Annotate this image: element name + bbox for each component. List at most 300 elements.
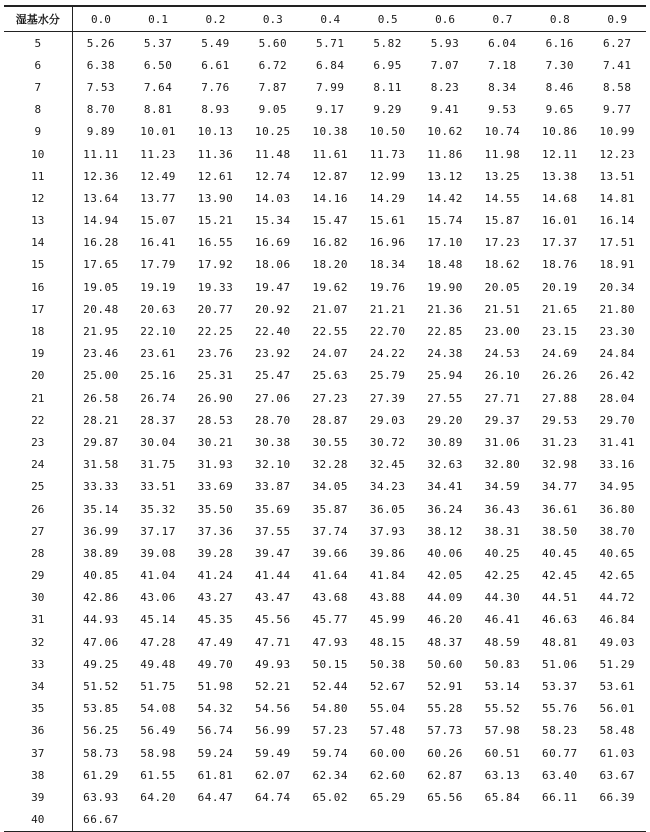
table-cell: 12.11 xyxy=(542,147,578,161)
table-cell: 56.49 xyxy=(140,724,176,738)
table-cell: 6.27 xyxy=(603,36,632,50)
table-cell: 41.64 xyxy=(312,569,349,583)
table-cell: 39.86 xyxy=(369,546,406,560)
table-cell: 61.29 xyxy=(83,768,119,782)
table-cell: 35.87 xyxy=(312,502,349,516)
table-cell: 5.93 xyxy=(430,36,460,50)
table-cell: 66.39 xyxy=(599,790,636,804)
table-cell: 52.44 xyxy=(312,680,349,694)
table-cell: 30.55 xyxy=(312,435,349,449)
row-label: 27 xyxy=(4,520,72,542)
row-label: 28 xyxy=(4,542,72,564)
table-cell: 18.34 xyxy=(369,258,406,272)
table-cell: 17.79 xyxy=(140,258,176,272)
table-cell: 13.25 xyxy=(484,169,521,183)
table-cell: 23.15 xyxy=(542,325,578,339)
table-cell: 56.74 xyxy=(197,724,234,738)
table-cell: 7.99 xyxy=(316,80,345,94)
table-cell: 62.07 xyxy=(255,768,291,782)
table-cell: 46.41 xyxy=(484,613,521,627)
column-header: 0.2 xyxy=(187,6,244,32)
table-cell: 43.06 xyxy=(140,591,176,605)
table-row xyxy=(4,99,646,121)
row-label: 39 xyxy=(4,786,72,808)
table-cell: 38.89 xyxy=(83,546,119,560)
table-cell: 48.15 xyxy=(369,635,406,649)
table-row xyxy=(4,542,646,564)
table-cell: 54.08 xyxy=(140,702,176,716)
table-cell: 55.28 xyxy=(427,702,463,716)
table-cell: 53.61 xyxy=(599,680,636,694)
table-cell: 34.05 xyxy=(312,480,349,494)
row-label: 12 xyxy=(4,187,72,209)
table-cell: 9.41 xyxy=(430,103,460,117)
table-cell: 20.05 xyxy=(484,280,521,294)
table-cell: 50.15 xyxy=(312,657,349,671)
row-label: 37 xyxy=(4,742,72,764)
table-row xyxy=(4,631,646,653)
table-cell: 13.90 xyxy=(197,191,234,205)
table-cell: 19.90 xyxy=(427,280,463,294)
table-row xyxy=(4,454,646,476)
table-row xyxy=(4,565,646,587)
table-cell: 46.63 xyxy=(542,613,578,627)
row-label: 7 xyxy=(4,76,72,98)
table-cell: 25.31 xyxy=(197,369,234,383)
table-cell: 11.86 xyxy=(427,147,463,161)
table-cell: 8.46 xyxy=(545,80,575,94)
table-cell: 11.73 xyxy=(369,147,406,161)
table-cell: 47.71 xyxy=(255,635,291,649)
table-cell: 56.25 xyxy=(83,724,119,738)
table-cell: 28.04 xyxy=(599,391,636,405)
table-cell: 20.77 xyxy=(197,302,234,316)
table-cell: 63.40 xyxy=(542,768,578,782)
table-cell: 34.23 xyxy=(369,480,406,494)
table-cell: 42.05 xyxy=(427,569,463,583)
table-row xyxy=(4,76,646,98)
table-cell: 35.14 xyxy=(83,502,119,516)
table-cell: 21.51 xyxy=(484,302,521,316)
table-cell: 44.93 xyxy=(83,613,119,627)
table-cell: 10.86 xyxy=(542,125,578,139)
table-cell: 11.48 xyxy=(255,147,291,161)
row-label: 9 xyxy=(4,121,72,143)
table-cell: 34.95 xyxy=(599,480,636,494)
table-row xyxy=(4,276,646,298)
table-cell: 35.69 xyxy=(255,502,291,516)
table-cell: 36.43 xyxy=(484,502,521,516)
table-row xyxy=(4,498,646,520)
table-cell: 25.79 xyxy=(369,369,406,383)
table-cell: 30.21 xyxy=(197,435,234,449)
table-cell: 8.34 xyxy=(488,80,517,94)
table-cell: 62.60 xyxy=(369,768,406,782)
table-cell: 6.72 xyxy=(258,58,288,72)
table-cell: 36.05 xyxy=(369,502,406,516)
table-cell: 42.86 xyxy=(83,591,119,605)
table-cell: 19.76 xyxy=(369,280,406,294)
table-cell: 8.11 xyxy=(373,80,402,94)
table-cell: 30.89 xyxy=(427,435,463,449)
table-cell: 42.45 xyxy=(542,569,578,583)
table-cell: 45.56 xyxy=(255,613,291,627)
table-cell: 53.85 xyxy=(83,702,119,716)
table-cell: 40.85 xyxy=(83,569,119,583)
table-cell: 17.65 xyxy=(83,258,119,272)
table-cell: 10.01 xyxy=(140,125,176,139)
table-cell: 12.99 xyxy=(369,169,406,183)
table-cell: 30.38 xyxy=(255,435,291,449)
row-label: 21 xyxy=(4,387,72,409)
table-cell: 31.06 xyxy=(484,435,521,449)
table-cell: 9.53 xyxy=(488,103,517,117)
table-cell: 6.95 xyxy=(373,58,402,72)
table-cell: 47.49 xyxy=(197,635,234,649)
table-cell: 48.59 xyxy=(484,635,521,649)
table-cell: 12.49 xyxy=(140,169,176,183)
table-cell: 12.74 xyxy=(255,169,291,183)
table-cell: 60.77 xyxy=(542,746,578,760)
table-cell: 45.35 xyxy=(197,613,234,627)
table-cell: 43.68 xyxy=(312,591,349,605)
table-cell: 19.33 xyxy=(197,280,234,294)
table-cell: 5.60 xyxy=(258,36,288,50)
table-cell: 36.80 xyxy=(599,502,636,516)
table-cell: 24.84 xyxy=(599,347,636,361)
table-row xyxy=(4,431,646,453)
table-cell: 23.61 xyxy=(140,347,176,361)
row-label: 34 xyxy=(4,675,72,697)
table-cell: 55.04 xyxy=(369,702,406,716)
table-cell: 38.70 xyxy=(599,524,636,538)
table-cell: 51.52 xyxy=(83,680,119,694)
table-cell: 24.38 xyxy=(427,347,463,361)
table-cell: 49.25 xyxy=(83,657,119,671)
table-cell: 11.23 xyxy=(140,147,176,161)
table-cell: 54.56 xyxy=(255,702,291,716)
row-label: 17 xyxy=(4,298,72,320)
table-cell: 8.23 xyxy=(430,80,460,94)
table-cell: 7.07 xyxy=(430,58,460,72)
table-cell: 11.11 xyxy=(83,147,119,161)
row-label: 38 xyxy=(4,764,72,786)
table-cell: 60.51 xyxy=(484,746,521,760)
table-cell: 33.33 xyxy=(83,480,119,494)
table-cell: 33.51 xyxy=(140,480,176,494)
table-cell: 39.66 xyxy=(312,546,349,560)
table-cell: 5.26 xyxy=(86,36,116,50)
table-row xyxy=(4,121,646,143)
table-cell: 15.74 xyxy=(427,214,463,228)
table-cell: 30.04 xyxy=(140,435,176,449)
table-cell: 26.58 xyxy=(83,391,119,405)
table-cell: 17.51 xyxy=(599,236,636,250)
table-cell: 16.28 xyxy=(83,236,119,250)
table-cell: 15.34 xyxy=(255,214,291,228)
table-cell: 10.99 xyxy=(599,125,636,139)
row-label: 18 xyxy=(4,320,72,342)
table-cell: 29.03 xyxy=(369,413,406,427)
table-row xyxy=(4,698,646,720)
table-cell: 25.16 xyxy=(140,369,176,383)
table-row xyxy=(4,476,646,498)
table-cell: 21.07 xyxy=(312,302,349,316)
table-row xyxy=(4,587,646,609)
table-cell: 25.47 xyxy=(255,369,291,383)
table-cell: 28.53 xyxy=(197,413,234,427)
table-cell: 37.93 xyxy=(369,524,406,538)
row-label: 36 xyxy=(4,720,72,742)
table-cell: 54.32 xyxy=(197,702,234,716)
table-cell: 27.06 xyxy=(255,391,291,405)
table-cell: 36.24 xyxy=(427,502,463,516)
row-label: 11 xyxy=(4,165,72,187)
row-label: 19 xyxy=(4,343,72,365)
table-cell: 12.87 xyxy=(312,169,349,183)
row-label: 13 xyxy=(4,210,72,232)
table-cell: 57.98 xyxy=(484,724,521,738)
table-cell: 13.38 xyxy=(542,169,578,183)
table-cell: 42.25 xyxy=(484,569,521,583)
table-cell: 44.51 xyxy=(542,591,578,605)
table-cell: 10.13 xyxy=(197,125,234,139)
table-row xyxy=(4,387,646,409)
table-cell: 44.72 xyxy=(599,591,636,605)
table-cell: 50.38 xyxy=(369,657,406,671)
row-label: 29 xyxy=(4,565,72,587)
table-cell: 53.14 xyxy=(484,680,521,694)
table-cell: 65.02 xyxy=(312,790,349,804)
table-cell: 43.47 xyxy=(255,591,291,605)
table-cell: 25.94 xyxy=(427,369,463,383)
table-cell: 52.21 xyxy=(255,680,291,694)
table-cell: 18.48 xyxy=(427,258,463,272)
table-cell: 5.82 xyxy=(373,36,402,50)
table-cell: 24.07 xyxy=(312,347,349,361)
table-cell: 45.99 xyxy=(369,613,406,627)
table-row xyxy=(4,54,646,76)
table-cell: 23.30 xyxy=(599,325,636,339)
table-cell: 63.13 xyxy=(484,768,521,782)
table-cell: 59.24 xyxy=(197,746,234,760)
table-cell: 64.74 xyxy=(255,790,291,804)
table-cell: 6.16 xyxy=(545,36,575,50)
table-cell: 27.88 xyxy=(542,391,578,405)
table-cell: 18.76 xyxy=(542,258,578,272)
table-cell: 27.39 xyxy=(369,391,406,405)
table-cell: 40.25 xyxy=(484,546,521,560)
table-cell: 65.56 xyxy=(427,790,463,804)
table-cell: 26.26 xyxy=(542,369,578,383)
table-cell: 31.23 xyxy=(542,435,578,449)
table-cell: 45.14 xyxy=(140,613,176,627)
table-cell: 36.99 xyxy=(83,524,119,538)
table-cell: 57.48 xyxy=(369,724,406,738)
table-cell: 29.53 xyxy=(542,413,578,427)
table-cell: 13.51 xyxy=(599,169,636,183)
column-header: 0.4 xyxy=(302,6,359,32)
table-cell: 37.36 xyxy=(197,524,234,538)
table-cell: 24.22 xyxy=(369,347,406,361)
table-cell: 14.29 xyxy=(369,191,406,205)
table-cell xyxy=(416,809,473,832)
table-cell: 7.76 xyxy=(201,80,230,94)
table-cell: 22.40 xyxy=(255,325,291,339)
table-cell: 58.98 xyxy=(140,746,176,760)
column-header: 0.0 xyxy=(72,6,129,32)
table-cell: 21.36 xyxy=(427,302,463,316)
table-cell: 39.47 xyxy=(255,546,291,560)
table-cell: 43.88 xyxy=(369,591,406,605)
table-cell: 27.55 xyxy=(427,391,463,405)
table-cell: 38.12 xyxy=(427,524,463,538)
table-cell: 10.50 xyxy=(369,125,406,139)
table-header-row xyxy=(4,6,646,32)
row-label: 33 xyxy=(4,653,72,675)
table-row xyxy=(4,320,646,342)
table-cell: 41.84 xyxy=(369,569,406,583)
table-cell: 62.87 xyxy=(427,768,463,782)
table-cell: 14.55 xyxy=(484,191,521,205)
table-cell: 15.21 xyxy=(197,214,234,228)
row-label: 5 xyxy=(4,32,72,55)
table-cell: 40.45 xyxy=(542,546,578,560)
table-row xyxy=(4,165,646,187)
moisture-table-page xyxy=(4,5,646,832)
table-cell: 63.67 xyxy=(599,768,636,782)
table-cell: 31.75 xyxy=(140,458,176,472)
table-cell: 57.73 xyxy=(427,724,463,738)
table-row xyxy=(4,343,646,365)
table-row xyxy=(4,298,646,320)
table-cell: 23.92 xyxy=(255,347,291,361)
table-cell: 17.92 xyxy=(197,258,234,272)
table-cell: 58.48 xyxy=(599,724,636,738)
table-cell: 22.85 xyxy=(427,325,463,339)
table-cell: 49.03 xyxy=(599,635,636,649)
table-cell: 23.46 xyxy=(83,347,119,361)
table-row xyxy=(4,809,646,832)
table-cell: 20.34 xyxy=(599,280,636,294)
table-cell: 18.62 xyxy=(484,258,521,272)
table-cell: 64.47 xyxy=(197,790,234,804)
table-cell: 10.25 xyxy=(255,125,291,139)
table-cell: 53.37 xyxy=(542,680,578,694)
table-cell: 44.30 xyxy=(484,591,521,605)
table-cell: 39.28 xyxy=(197,546,234,560)
row-label: 6 xyxy=(4,54,72,76)
table-cell xyxy=(589,809,646,832)
table-cell: 60.26 xyxy=(427,746,463,760)
table-cell: 33.16 xyxy=(599,458,636,472)
table-cell: 59.74 xyxy=(312,746,349,760)
table-cell: 66.11 xyxy=(542,790,578,804)
table-cell: 7.64 xyxy=(143,80,173,94)
table-cell: 8.81 xyxy=(143,103,173,117)
table-cell: 34.41 xyxy=(427,480,463,494)
row-label: 14 xyxy=(4,232,72,254)
table-cell: 29.70 xyxy=(599,413,636,427)
table-cell: 5.49 xyxy=(201,36,230,50)
table-cell: 52.67 xyxy=(369,680,406,694)
column-header: 0.9 xyxy=(589,6,646,32)
table-cell: 44.09 xyxy=(427,591,463,605)
table-cell xyxy=(244,809,301,832)
table-cell: 35.50 xyxy=(197,502,234,516)
table-cell: 17.10 xyxy=(427,236,463,250)
table-cell: 14.03 xyxy=(255,191,291,205)
table-cell xyxy=(359,809,416,832)
table-cell: 13.64 xyxy=(83,191,119,205)
table-row xyxy=(4,210,646,232)
table-cell: 32.28 xyxy=(312,458,349,472)
table-cell: 23.76 xyxy=(197,347,234,361)
table-cell: 18.06 xyxy=(255,258,291,272)
table-cell: 41.24 xyxy=(197,569,234,583)
table-cell: 19.19 xyxy=(140,280,176,294)
table-cell: 7.30 xyxy=(545,58,575,72)
table-cell: 58.73 xyxy=(83,746,119,760)
table-cell: 65.29 xyxy=(369,790,406,804)
table-row xyxy=(4,254,646,276)
corner-header: 湿基水分 xyxy=(4,6,72,32)
table-cell: 56.01 xyxy=(599,702,636,716)
table-cell: 35.32 xyxy=(140,502,176,516)
table-cell: 51.75 xyxy=(140,680,176,694)
table-cell: 17.23 xyxy=(484,236,521,250)
table-cell: 6.84 xyxy=(316,58,345,72)
table-cell: 33.87 xyxy=(255,480,291,494)
table-cell: 16.01 xyxy=(542,214,578,228)
table-cell: 19.62 xyxy=(312,280,349,294)
row-label: 40 xyxy=(4,809,72,832)
row-label: 8 xyxy=(4,99,72,121)
table-cell: 47.28 xyxy=(140,635,176,649)
table-cell: 6.38 xyxy=(86,58,116,72)
table-cell: 9.89 xyxy=(86,125,116,139)
table-cell: 14.94 xyxy=(83,214,119,228)
table-cell: 28.21 xyxy=(83,413,119,427)
table-cell: 49.48 xyxy=(140,657,176,671)
table-cell: 55.52 xyxy=(484,702,521,716)
table-cell: 61.03 xyxy=(599,746,636,760)
table-cell: 7.53 xyxy=(86,80,116,94)
table-cell: 5.37 xyxy=(143,36,173,50)
table-row xyxy=(4,764,646,786)
table-cell: 40.06 xyxy=(427,546,463,560)
row-label: 16 xyxy=(4,276,72,298)
table-cell xyxy=(474,809,531,832)
table-cell: 19.05 xyxy=(83,280,119,294)
table-row xyxy=(4,720,646,742)
row-label: 10 xyxy=(4,143,72,165)
column-header: 0.1 xyxy=(129,6,186,32)
table-row xyxy=(4,742,646,764)
table-cell: 9.05 xyxy=(258,103,288,117)
table-cell: 49.93 xyxy=(255,657,291,671)
table-cell: 6.61 xyxy=(201,58,230,72)
table-cell: 29.87 xyxy=(83,435,119,449)
table-cell: 26.42 xyxy=(599,369,636,383)
table-cell: 16.69 xyxy=(255,236,291,250)
table-row xyxy=(4,32,646,55)
table-cell: 14.16 xyxy=(312,191,349,205)
table-cell: 32.10 xyxy=(255,458,291,472)
moisture-conversion-table xyxy=(4,5,646,832)
table-cell: 11.61 xyxy=(312,147,349,161)
table-cell xyxy=(531,809,588,832)
